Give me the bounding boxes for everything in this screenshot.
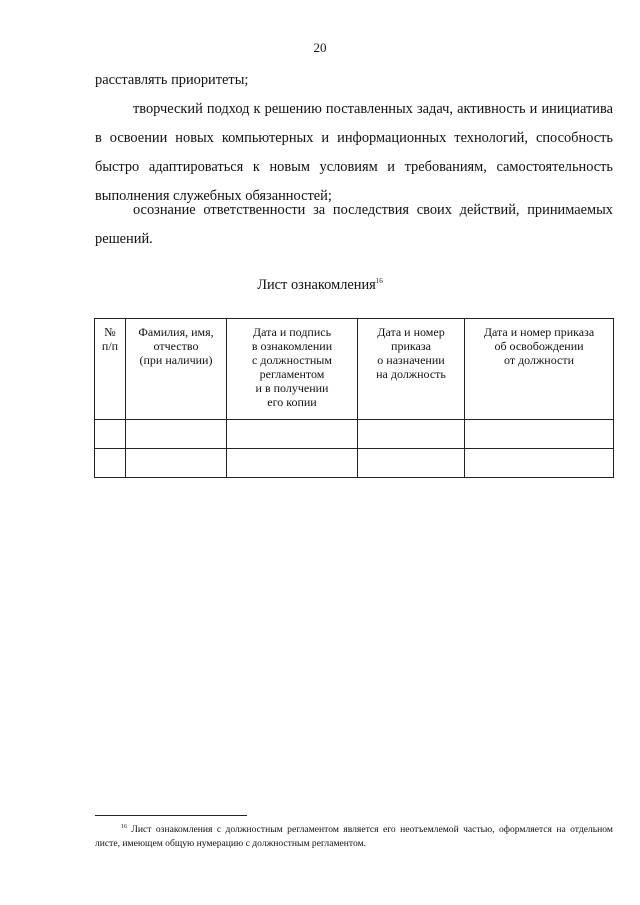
table-cell [465, 420, 614, 449]
table-cell [126, 420, 227, 449]
acknowledgement-table [94, 318, 614, 478]
paragraph-priorities: расставлять приоритеты; [95, 72, 249, 88]
table-row [95, 420, 614, 449]
header-cell-number: № п/п [95, 319, 126, 420]
paragraph-creative-approach: творческий подход к решению поставленных задач, активность и инициатива в освоении новых компьютерных и информационных технологий, способность быстро адаптироваться к новым условиям и требованиям, самостоятельность выполнения служебных обязанностей; [95, 101, 613, 204]
header-cell-dismissal-order: Дата и номер приказа об освобождении от должности [465, 319, 614, 420]
header-cell-appointment-order: Дата и номер приказа о назначении на должность [358, 319, 465, 420]
table-cell [465, 449, 614, 478]
table-cell [95, 449, 126, 478]
section-title [0, 277, 640, 294]
footnote [95, 823, 613, 851]
section-title-footnote-ref: 16 [375, 277, 383, 286]
table-cell [126, 449, 227, 478]
header-cell-signature-date: Дата и подпись в ознакомлении с должностным регламентом и в получении его копии [227, 319, 358, 420]
paragraph-responsibility: осознание ответственности за последствия своих действий, принимаемых решений. [95, 202, 613, 247]
table-cell [95, 420, 126, 449]
page-number: 20 [313, 40, 327, 55]
table-header-row [95, 319, 614, 420]
table-row [95, 449, 614, 478]
table-cell [227, 449, 358, 478]
table-cell [358, 449, 465, 478]
footnote-separator [95, 815, 247, 816]
table-cell [227, 420, 358, 449]
footnote-text: Лист ознакомления с должностным регламентом является его неотъемлемой частью, оформляется на отдельном листе, имеющем общую нумерацию с должностным регламентом. [95, 824, 613, 849]
section-title-text: Лист ознакомления [257, 277, 376, 293]
header-cell-full-name: Фамилия, имя, отчество (при наличии) [126, 319, 227, 420]
footnote-marker: 16 [121, 823, 127, 830]
table-cell [358, 420, 465, 449]
